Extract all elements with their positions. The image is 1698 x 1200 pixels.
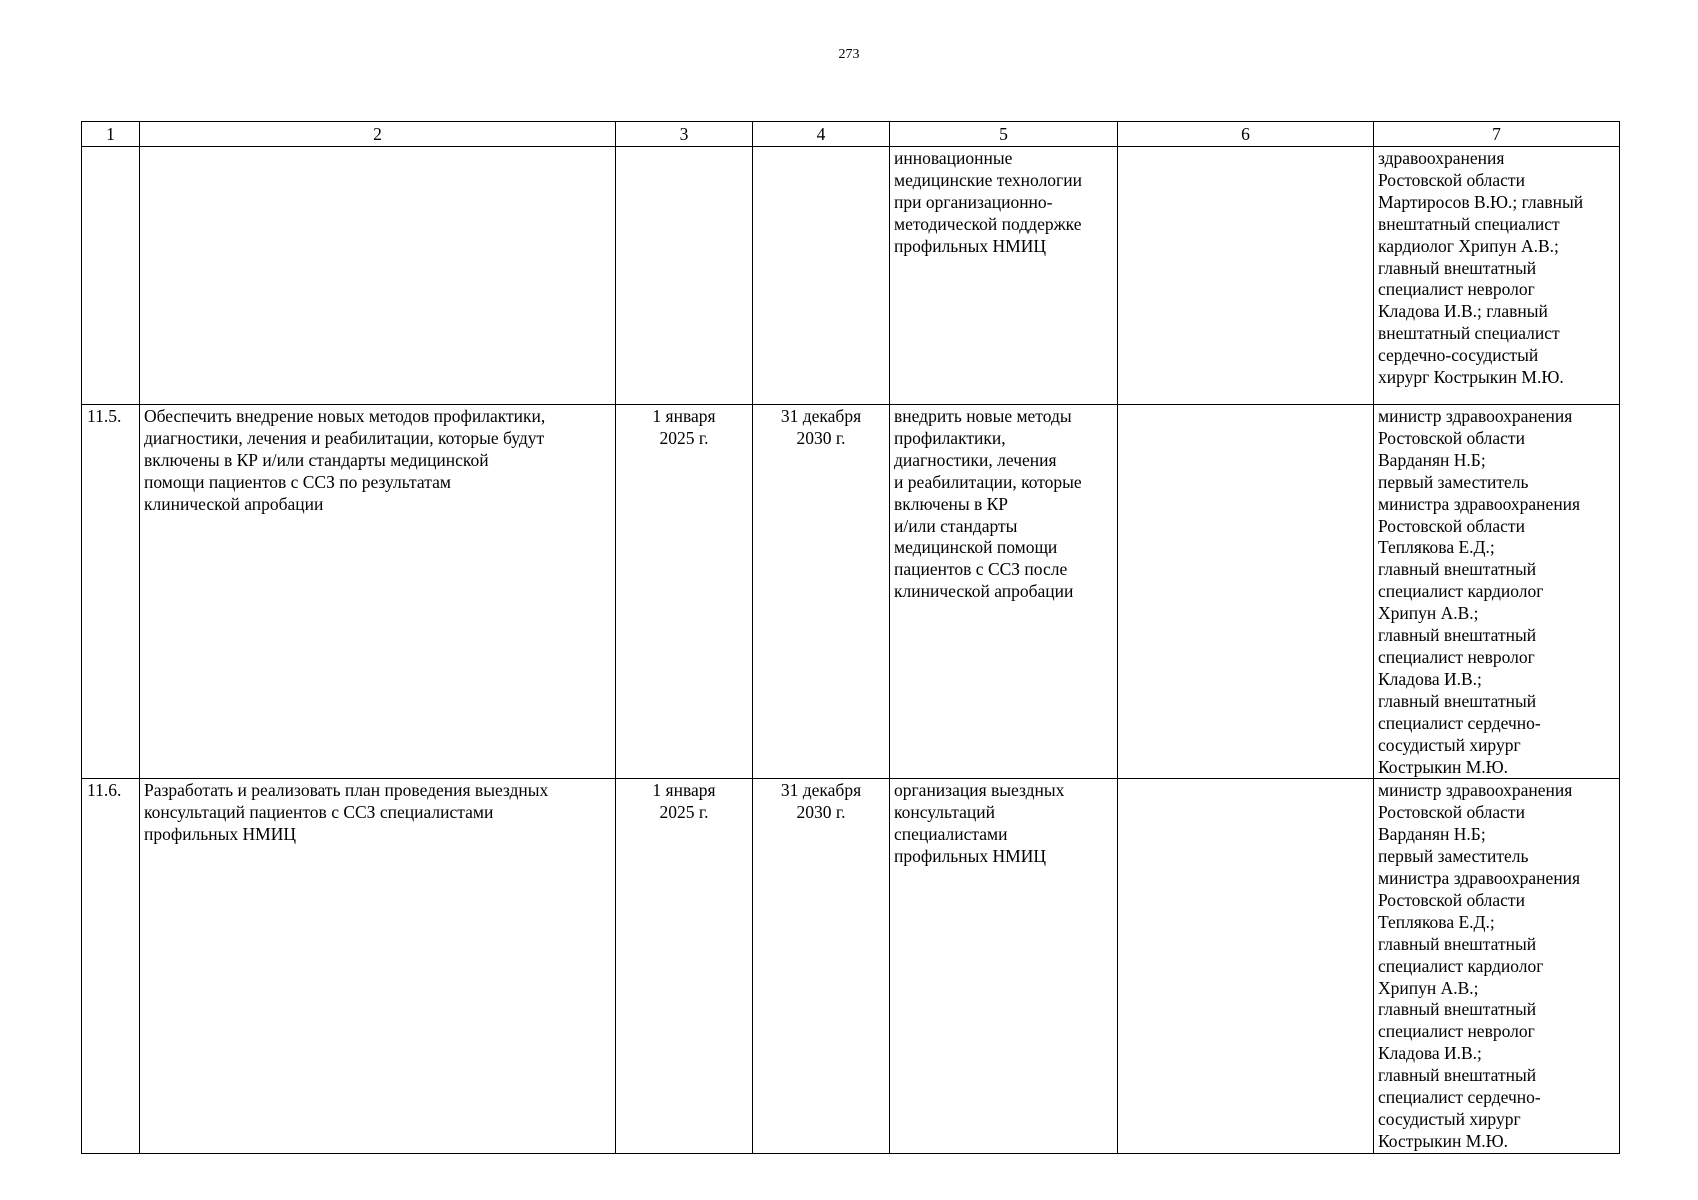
row-number (82, 147, 140, 405)
table-row (82, 147, 1620, 405)
start-date-cell (616, 147, 753, 405)
column-6-cell (1118, 405, 1374, 779)
result-cell: организация выездных консультаций специалистами профильных НМИЦ (890, 779, 1118, 1153)
start-date-cell: 1 января 2025 г. (616, 779, 753, 1153)
column-header: 5 (890, 122, 1118, 147)
table-row (82, 779, 1620, 1153)
table-header-row (82, 122, 1620, 147)
column-header: 4 (753, 122, 890, 147)
result-cell: внедрить новые методы профилактики, диагностики, лечения и реабилитации, которые включены в КР и/или стандарты медицинской помощи пациентов с ССЗ после клинической апробации (890, 405, 1118, 779)
row-number: 11.6. (82, 779, 140, 1153)
column-header: 3 (616, 122, 753, 147)
responsible-cell: здравоохранения Ростовской области Мартиросов В.Ю.; главный внештатный специалист кардиолог Хрипун А.В.; главный внештатный специалист невролог Кладова И.В.; главный внештатный специалист сердечно-сосудистый хирург Кострыкин М.Ю. (1374, 147, 1620, 405)
end-date-cell: 31 декабря 2030 г. (753, 779, 890, 1153)
end-date-cell: 31 декабря 2030 г. (753, 405, 890, 779)
column-6-cell (1118, 779, 1374, 1153)
responsible-cell: министр здравоохранения Ростовской области Варданян Н.Б; первый заместитель министра здравоохранения Ростовской области Теплякова Е.Д.; главный внештатный специалист кардиолог Хрипун А.В.; главный внештатный специалист невролог Кладова И.В.; главный внештатный специалист сердечно- сосудистый хирург Кострыкин М.Ю. (1374, 405, 1620, 779)
end-date-cell (753, 147, 890, 405)
column-header: 6 (1118, 122, 1374, 147)
column-header: 7 (1374, 122, 1620, 147)
task-cell: Разработать и реализовать план проведения выездных консультаций пациентов с ССЗ специалистами профильных НМИЦ (140, 779, 616, 1153)
row-number: 11.5. (82, 405, 140, 779)
column-header: 2 (140, 122, 616, 147)
page-number: 273 (838, 47, 860, 62)
table-row (82, 405, 1620, 779)
task-cell (140, 147, 616, 405)
start-date-cell: 1 января 2025 г. (616, 405, 753, 779)
plan-table (81, 121, 1620, 1154)
responsible-cell: министр здравоохранения Ростовской области Варданян Н.Б; первый заместитель министра здравоохранения Ростовской области Теплякова Е.Д.; главный внештатный специалист кардиолог Хрипун А.В.; главный внештатный специалист невролог Кладова И.В.; главный внештатный специалист сердечно- сосудистый хирург Кострыкин М.Ю. (1374, 779, 1620, 1153)
column-6-cell (1118, 147, 1374, 405)
task-cell: Обеспечить внедрение новых методов профилактики, диагностики, лечения и реабилитации, которые будут включены в КР и/или стандарты медицинской помощи пациентов с ССЗ по результатам клинической апробации (140, 405, 616, 779)
result-cell: инновационные медицинские технологии при организационно- методической поддержке профильных НМИЦ (890, 147, 1118, 405)
column-header: 1 (82, 122, 140, 147)
